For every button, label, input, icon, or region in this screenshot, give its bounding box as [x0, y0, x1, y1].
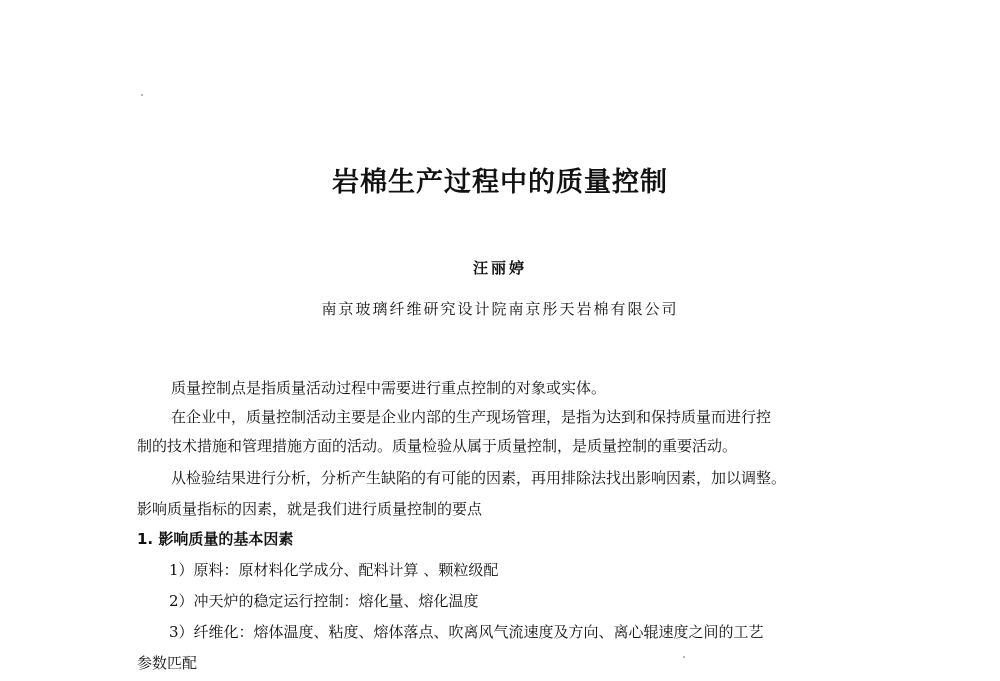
scan-speck: [141, 94, 143, 96]
section-1-heading: 1. 影响质量的基本因素: [137, 530, 294, 548]
paragraph-1-line: 质量控制点是指质量活动过程中需要进行重点控制的对象或实体。: [171, 379, 607, 397]
paragraph-3-line-1: 从检验结果进行分析，分析产生缺陷的有可能的因素，再用排除法找出影响因素，加以调整。: [171, 469, 787, 487]
author-affiliation: 南京玻璃纤维研究设计院南京彤天岩棉有限公司: [321, 300, 679, 318]
list-item: 2）冲天炉的稳定运行控制：熔化量、熔化温度: [169, 592, 479, 610]
list-item: 3）纤维化：熔体温度、粘度、熔体落点、吹离风气流速度及方向、离心辊速度之间的工艺: [169, 623, 764, 641]
list-item-continuation: 参数匹配: [137, 654, 198, 672]
list-item: 1）原料：原材料化学成分、配料计算 、颗粒级配: [169, 561, 499, 579]
scan-speck: [683, 656, 685, 658]
paragraph-2-line-2: 制的技术措施和管理措施方面的活动。质量检验从属于质量控制，是质量控制的重要活动。: [137, 437, 738, 455]
paragraph-3-line-2: 影响质量指标的因素，就是我们进行质量控制的要点: [137, 500, 483, 518]
paragraph-2-line-1: 在企业中，质量控制活动主要是企业内部的生产现场管理，是指为达到和保持质量而进行控: [171, 408, 772, 426]
document-title: 岩棉生产过程中的质量控制: [332, 167, 668, 198]
author-name: 汪丽婷: [472, 259, 527, 277]
